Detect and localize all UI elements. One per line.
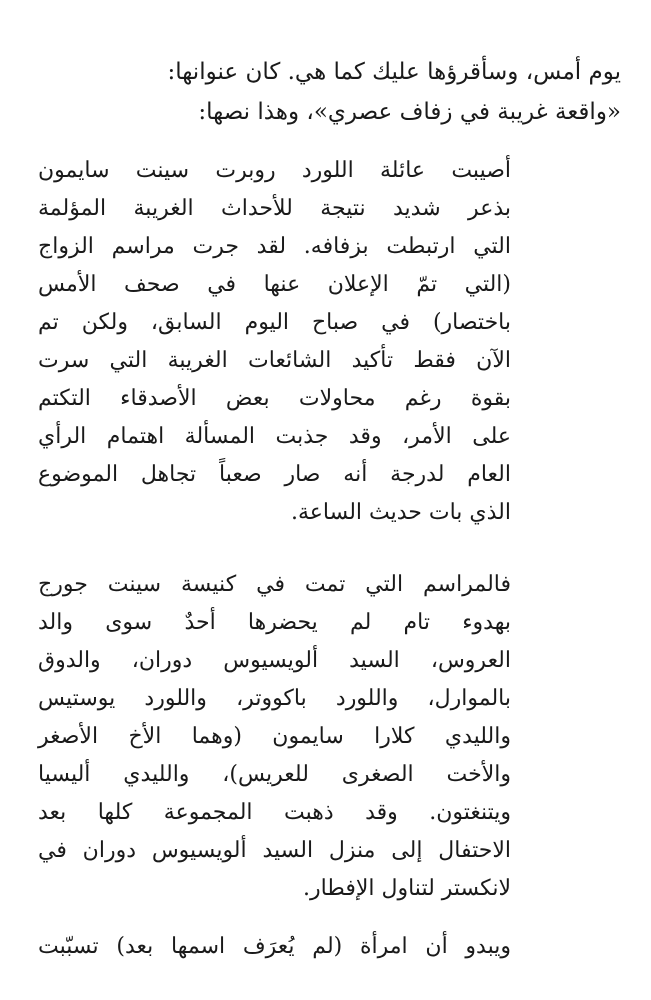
quote-line: بالموارل، واللورد باكووتر، واللورد يوستيس [38,686,511,711]
quoted-paragraph-1 [38,152,511,532]
intro-paragraph [40,52,621,132]
quote-line: الذي بات حديث الساعة. [290,500,511,525]
quote-line: على الأمر، وقد جذبت المسألة اهتمام الرأي [38,424,511,449]
quote-line: بقوة رغم محاولات بعض الأصدقاء التكتم [38,386,511,411]
intro-line: يوم أمس، وسأقرؤها عليك كما هي. كان عنوانها: [167,59,621,85]
quote-line: الاحتفال إلى منزل السيد ألويسيوس دوران في [38,838,511,863]
quote-line: والليدي كلارا سايمون (وهما الأخ الأصغر [38,724,511,749]
quote-line: فالمراسم التي تمت في كنيسة سينت جورج [38,572,511,597]
quote-line: العام لدرجة أنه صار صعباً تجاهل الموضوع [38,462,511,487]
quote-line: والأخت الصغرى للعريس)، والليدي أليسيا [38,762,511,787]
quote-line: باختصار) في صباح اليوم السابق، ولكن تم [38,310,511,335]
quote-line: ويتنغتون. وقد ذهبت المجموعة كلها بعد [38,800,511,825]
quote-line: التي ارتبطت بزفافه. لقد جرت مراسم الزواج [38,234,511,259]
quote-line: (التي تمّ الإعلان عنها في صحف الأمس [38,272,511,297]
quote-line: ويبدو أن امرأة (لم يُعرَف اسمها بعد) تسبّبت [38,934,511,959]
quoted-paragraph-3 [38,928,511,966]
quote-line: بذعر شديد نتيجة للأحداث الغريبة المؤلمة [38,196,511,221]
quote-line: بهدوء تام لم يحضرها أحدٌ سوى والد [38,610,511,635]
intro-line: «واقعة غريبة في زفاف عصري»، وهذا نصها: [198,99,621,125]
quote-line: الآن فقط تأكيد الشائعات الغريبة التي سرت [38,348,511,373]
quote-line: العروس، السيد ألويسيوس دوران، والدوق [38,648,511,673]
quote-line: لانكستر لتناول الإفطار. [302,876,511,901]
quote-line: أصيبت عائلة اللورد روبرت سينت سايمون [38,158,511,183]
quoted-paragraph-2 [38,566,511,908]
